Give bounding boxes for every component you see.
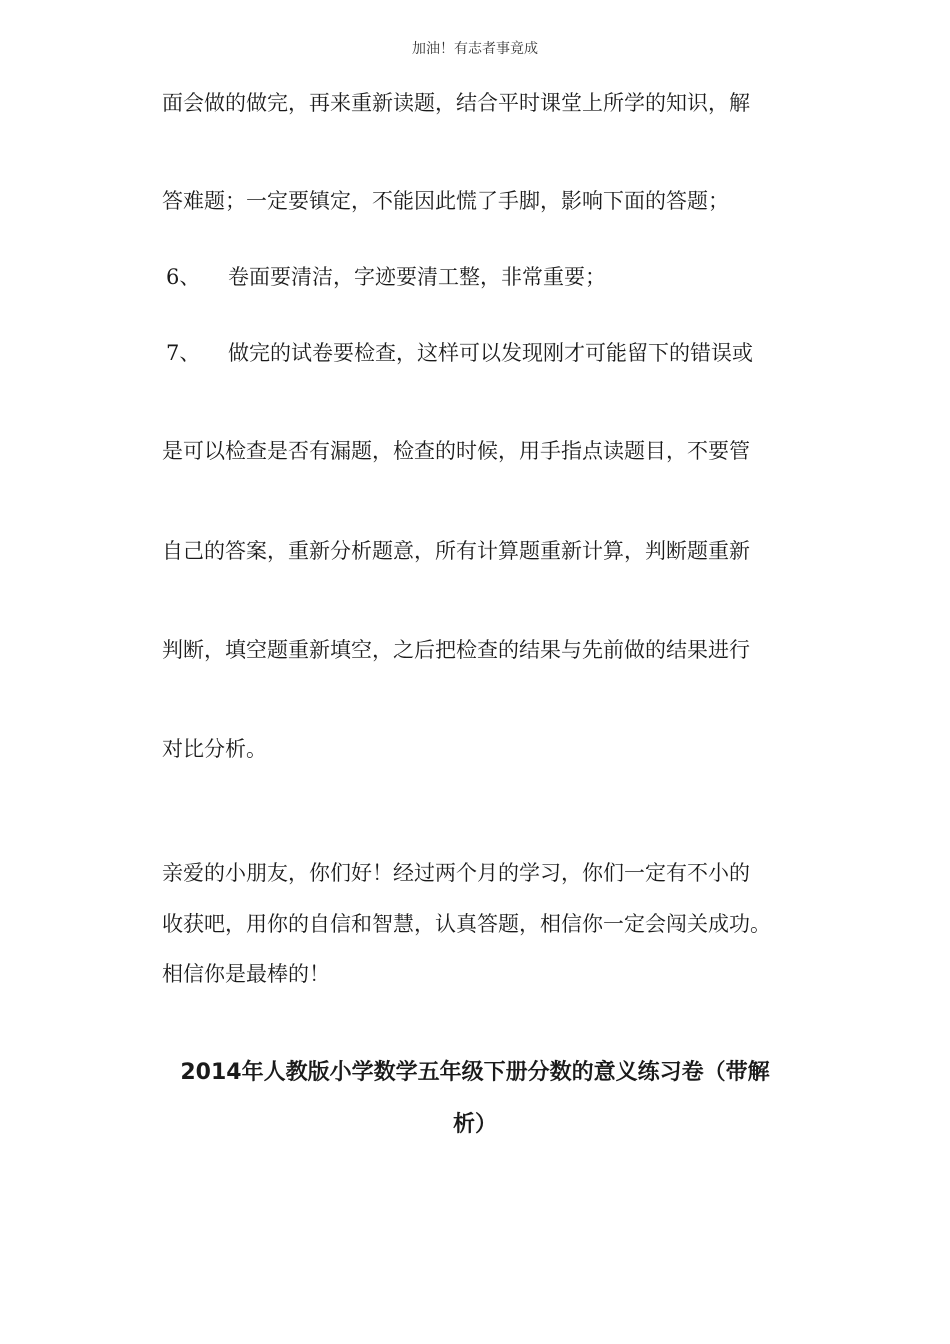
greeting-line: 亲爱的小朋友，你们好！经过两个月的学习，你们一定有不小的: [162, 861, 750, 885]
greeting-line: 收获吧，用你的自信和智慧，认真答题，相信你一定会闯关成功。: [162, 912, 771, 936]
list-number: 7、: [166, 341, 201, 365]
page-header: 加油！有志者事竟成: [412, 41, 538, 57]
document-title-continued: 析）: [452, 1112, 497, 1137]
list-item-text: 做完的试卷要检查，这样可以发现刚才可能留下的错误或: [228, 341, 753, 365]
paragraph-line: 自己的答案，重新分析题意，所有计算题重新计算，判断题重新: [162, 539, 750, 563]
list-item-text: 卷面要清洁，字迹要清工整，非常重要；: [228, 265, 606, 289]
paragraph-line: 面会做的做完，再来重新读题，结合平时课堂上所学的知识，解: [162, 91, 750, 115]
paragraph-line: 对比分析。: [162, 737, 267, 761]
paragraph-line: 答难题；一定要镇定，不能因此慌了手脚，影响下面的答题；: [162, 189, 729, 213]
paragraph-line: 是可以检查是否有漏题，检查的时候，用手指点读题目，不要管: [162, 439, 750, 463]
document-title: 2014年人教版小学数学五年级下册分数的意义练习卷（带解: [180, 1060, 770, 1085]
list-number: 6、: [166, 265, 201, 289]
greeting-line: 相信你是最棒的！: [162, 962, 330, 986]
list-item-7: [162, 338, 753, 368]
paragraph-line: 判断，填空题重新填空，之后把检查的结果与先前做的结果进行: [162, 638, 750, 662]
list-item-6: [162, 262, 606, 292]
